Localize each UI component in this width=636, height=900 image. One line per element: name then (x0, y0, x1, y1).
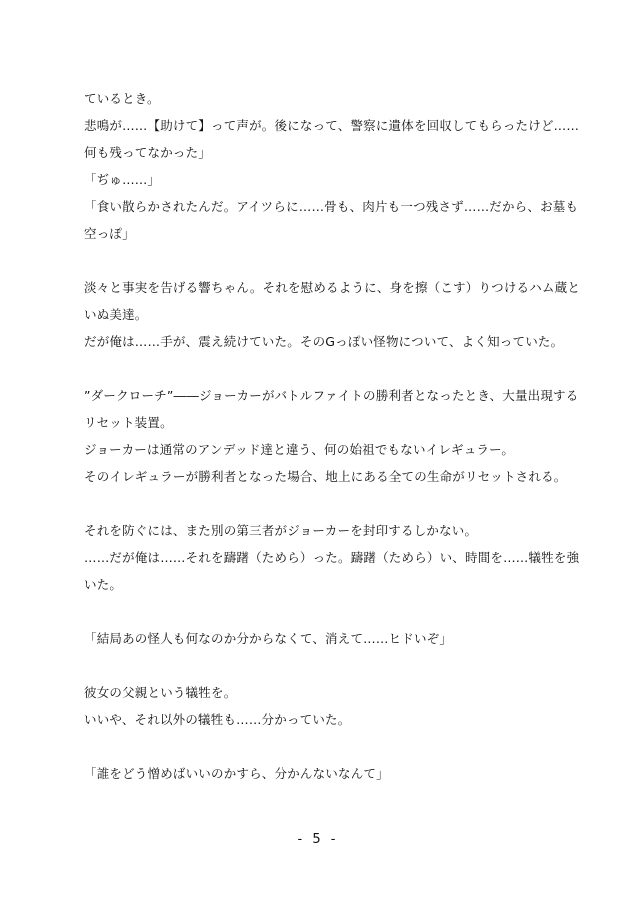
text-line-17: 「結局あの怪人も何なのか分からなくて、消えて……ヒドいぞ」 (84, 631, 453, 646)
text-line-16: いた。 (84, 577, 123, 592)
text-line-10: ”ダークローチ”――ジョーカーがバトルファイトの勝利者となったとき、大量出現する (84, 388, 579, 403)
text-line-6: 空っぽ」 (84, 226, 135, 241)
text-line-13: そのイレギュラーが勝利者となった場合、地上にある全ての生命がリセットされる。 (84, 469, 567, 484)
text-line-18: 彼女の父親という犠牲を。 (84, 685, 237, 700)
text-line-8: いぬ美達。 (84, 307, 148, 322)
text-line-2: 悲鳴が……【助けて】って声が。後になって、警察に遺体を回収してもらったけど…… (84, 118, 580, 133)
text-line-19: いいや、それ以外の犠牲も……分かっていた。 (84, 712, 351, 727)
text-line-5: 「食い散らかされたんだ。アイツらに……骨も、肉片も一つ残さず……だから、お墓も (84, 199, 579, 214)
text-line-9: だが俺は……手が、震え続けていた。そのGっぽい怪物について、よく知っていた。 (84, 334, 564, 349)
text-line-12: ジョーカーは通常のアンデッド達と違う、何の始祖でもないイレギュラー。 (84, 442, 515, 457)
text-line-14: それを防ぐには、また別の第三者がジョーカーを封印するしかない。 (84, 523, 478, 538)
text-line-4: 「ぢゅ……」 (84, 172, 161, 187)
text-line-3: 何も残ってなかった」 (84, 145, 212, 160)
text-line-20: 「誰をどう憎めばいいのかすら、分かんないなんて」 (84, 766, 389, 781)
text-line-7: 淡々と事実を告げる響ちゃん。それを慰めるように、身を擦（こす）りつけるハム蔵と (84, 280, 581, 295)
text-line-15: ……だが俺は……それを躊躇（ためら）った。躊躇（ためら）い、時間を……犠牲を強 (84, 550, 580, 565)
text-line-1: ているとき。 (84, 91, 160, 106)
page-number: - 5 - (297, 832, 339, 847)
text-line-11: リセット装置。 (84, 415, 173, 430)
